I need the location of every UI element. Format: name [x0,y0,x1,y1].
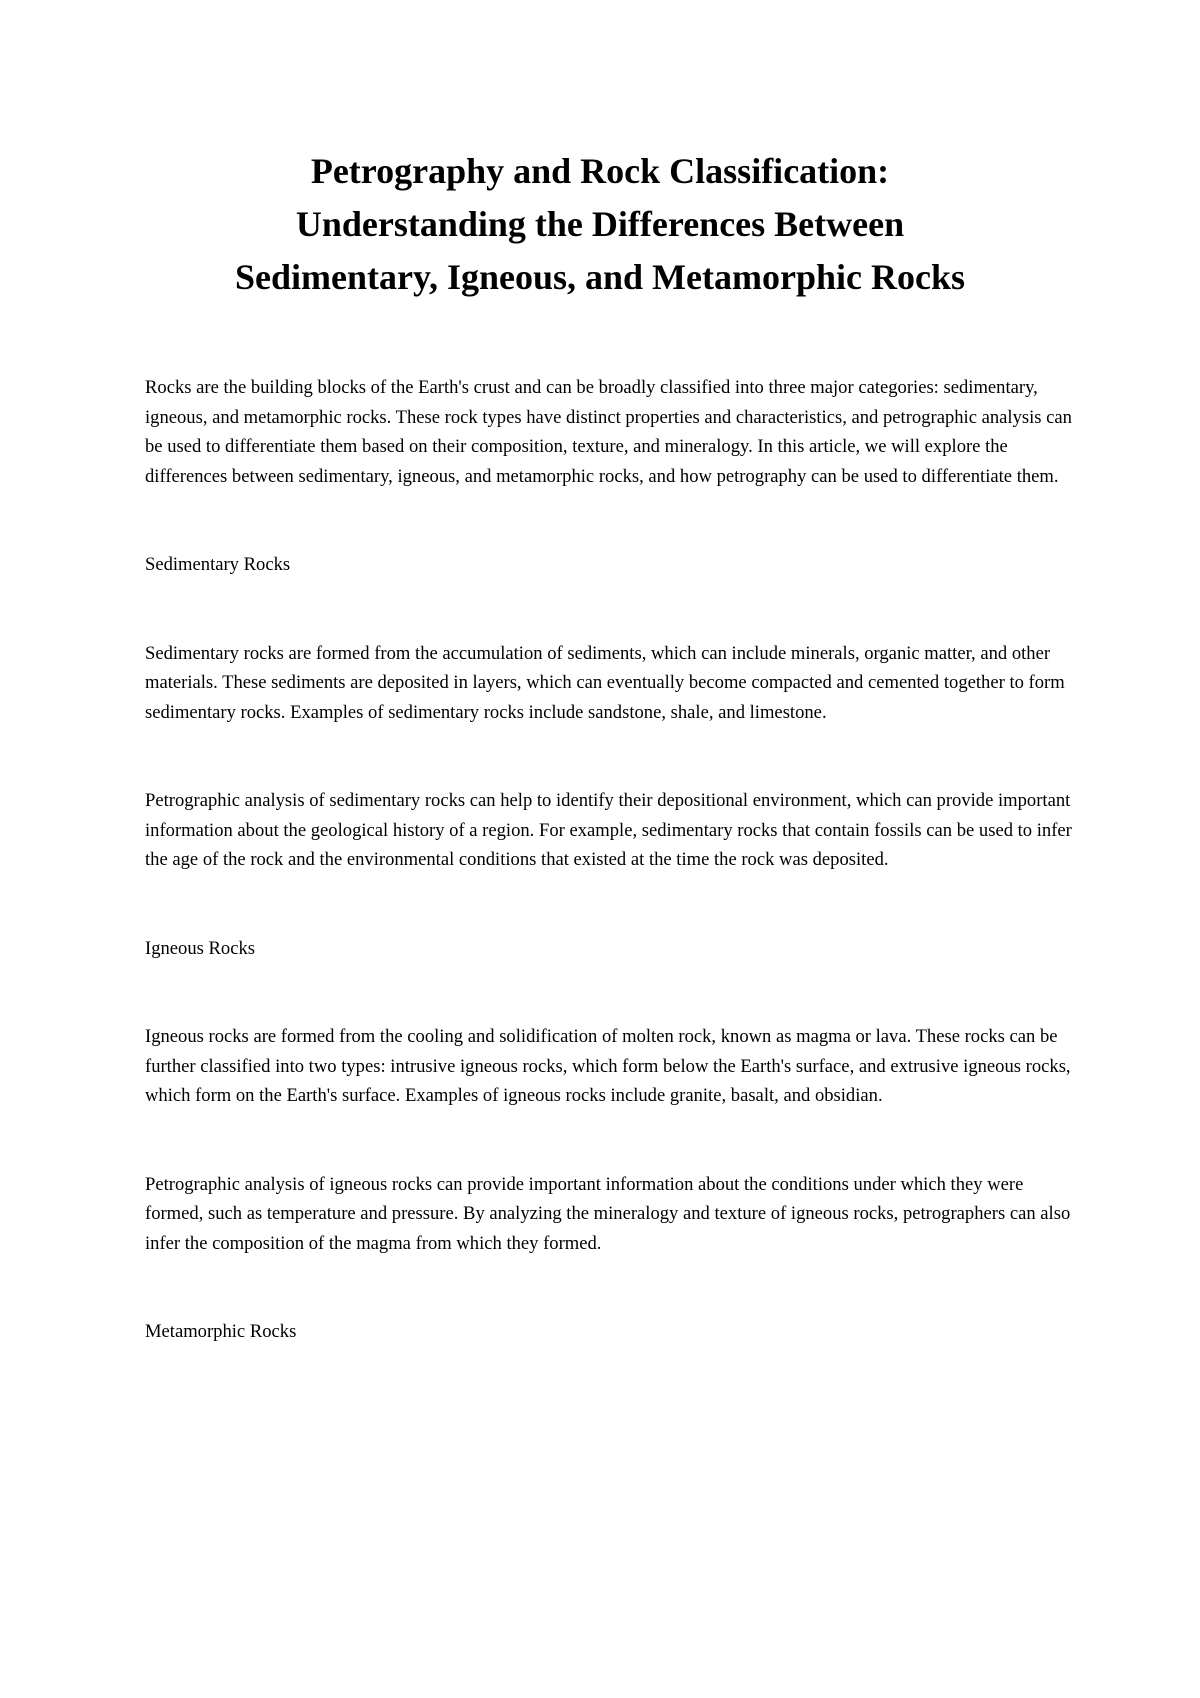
title-line-3: Sedimentary, Igneous, and Metamorphic Rocks [234,257,966,297]
igneous-paragraph-2: Petrographic analysis of igneous rocks can provide important information about the conditions under which they were formed, such as temperature and pressure. By analyzing the mineralogy and texture of igneous rocks, petrographers can also infer the composition of the magma from which they formed. [145,1173,1071,1254]
title-line-2: Understanding the Differences Between [295,204,905,244]
document-body [145,373,1075,1347]
section-heading-metamorphic: Metamorphic Rocks [145,1321,297,1342]
sedimentary-paragraph-2: Petrographic analysis of sedimentary rocks can help to identify their depositional environment, which can provide important information about the geological history of a region. For example, sedimentary rocks that contain fossils can be used to infer the age of the rock and the environmental conditions that existed at the time the rock was deposited. [145,790,1072,870]
section-heading-sedimentary: Sedimentary Rocks [145,554,291,575]
document-title [120,145,1080,304]
section-heading-igneous: Igneous Rocks [145,937,256,959]
intro-paragraph: Rocks are the building blocks of the Earth's crust and can be broadly classified into three major categories: sedimentary, igneous, and metamorphic rocks. These rock types have distinct properties and characteristics, and petrographic analysis can be used to differentiate them based on their composition, texture, and mineralogy. In this article, we will explore the differences between sedimentary, igneous, and metamorphic rocks, and how petrography can be used to differentiate them. [145,377,1072,487]
title-line-1: Petrography and Rock Classification: [310,151,890,191]
igneous-paragraph-1: Igneous rocks are formed from the cooling and solidification of molten rock, known as magma or lava. These rocks can be further classified into two types: intrusive igneous rocks, which form below the Earth's surface, and extrusive igneous rocks, which form on the Earth's surface. Examples of igneous rocks include granite, basalt, and obsidian. [145,1026,1071,1106]
sedimentary-paragraph-1: Sedimentary rocks are formed from the accumulation of sediments, which can include minerals, organic matter, and other materials. These sediments are deposited in layers, which can eventually become compacted and cemented together to form sedimentary rocks. Examples of sedimentary rocks include sandstone, shale, and limestone. [145,642,1065,723]
